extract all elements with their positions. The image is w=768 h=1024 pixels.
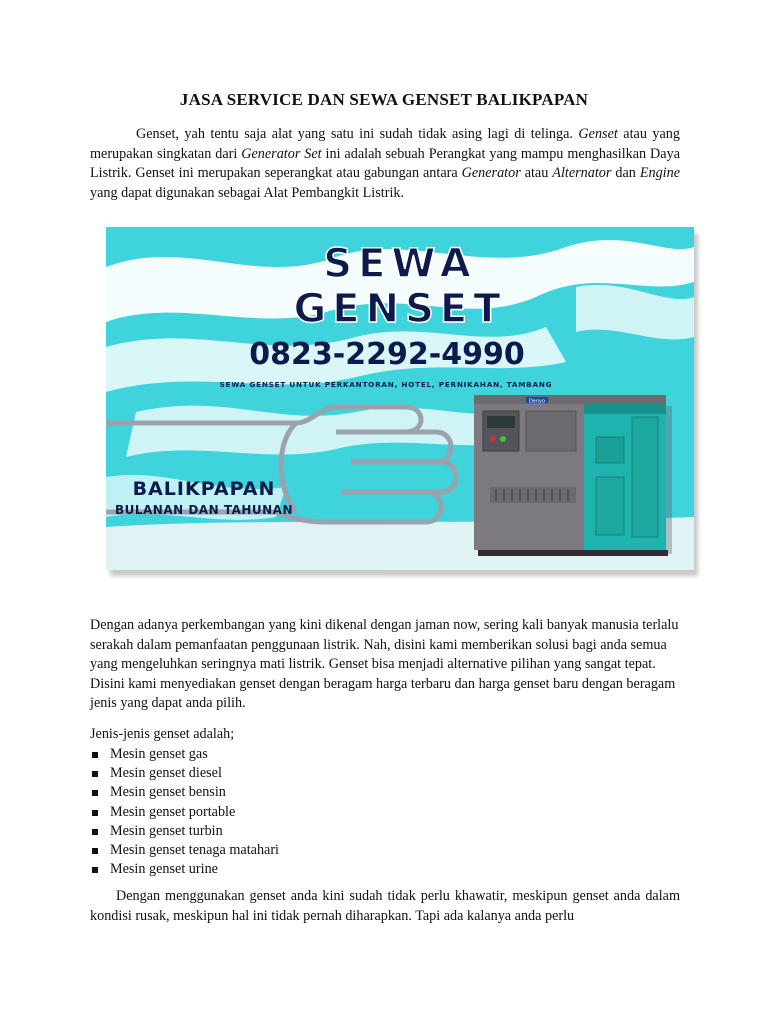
generator-brand: Denyo (528, 398, 546, 405)
banner-city: BALIKPAPAN (132, 478, 276, 500)
intro-text-1: Genset, yah tentu saja alat yang satu ini sudah tidak asing lagi di telinga. (136, 126, 579, 142)
banner-headline-2: GENSET (293, 286, 507, 332)
page-title: JASA SERVICE DAN SEWA GENSET BALIKPAPAN (179, 90, 589, 109)
intro-text-5: dan (611, 165, 640, 182)
list-item: Mesin genset bensin (90, 783, 279, 802)
banner-image (106, 227, 694, 570)
body-paragraph-3-text: Dengan menggunakan genset anda kini sudah tidak perlu khawatir, meskipun genset anda dalam kondisi rusak, meskipun hal ini tidak pernah diharapkan. Tapi ada kalanya anda perlu (90, 888, 680, 924)
intro-text-4: atau (520, 165, 553, 182)
banner-headline-1: SEWA (323, 241, 477, 287)
intro-em-4: Alternator (552, 165, 612, 182)
generator-image (474, 395, 672, 556)
intro-em-2: Generator Set (241, 145, 322, 162)
banner-tagline: SEWA GENSET UNTUK PERKANTORAN, HOTEL, PERNIKAHAN, TAMBANG (219, 380, 553, 389)
banner-phone: 0823-2292-4990 (249, 337, 525, 372)
list-item: Mesin genset gas (90, 745, 279, 764)
list-item: Mesin genset urine (90, 860, 279, 879)
intro-text-2: atau yang merupakan singkatan dari (90, 126, 680, 162)
body-paragraph-3 (90, 887, 680, 926)
list-item: Mesin genset tenaga matahari (90, 841, 279, 860)
intro-paragraph (90, 125, 680, 203)
genset-type-list (90, 745, 279, 879)
banner-canvas (106, 227, 694, 570)
intro-em-5: Engine (639, 165, 680, 182)
body-paragraph-2: Dengan adanya perkembangan yang kini dikenal dengan jaman now, sering kali banyak manusia terlalu serakah dalam pemanfaatan penggunaan listrik. Nah, disini kami memberikan solusi bagi anda semua yang mengeluhkan seringnya mati listrik. Genset bisa menjadi alternative pilihan yang sangat tepat. Disini kami menyediakan genset dengan beragam harga terbaru dan harga genset baru dengan beragam jenis yang dapat anda pilih. (90, 617, 679, 712)
intro-text-6: yang dapat digunakan sebagai Alat Pembangkit Listrik. (90, 184, 405, 201)
intro-em-1: Genset (578, 126, 618, 142)
list-item: Mesin genset portable (90, 803, 279, 822)
intro-text-3: ini adalah sebuah Perangkat yang mampu menghasilkan Daya Listrik. Genset ini merupakan seperangkat atau gabungan antara (90, 145, 680, 182)
list-heading: Jenis-jenis genset adalah; (90, 726, 235, 742)
list-item: Mesin genset diesel (90, 764, 279, 783)
banner-period: BULANAN DAN TAHUNAN (114, 503, 294, 517)
intro-em-3: Generator (461, 165, 521, 182)
list-item: Mesin genset turbin (90, 822, 279, 841)
